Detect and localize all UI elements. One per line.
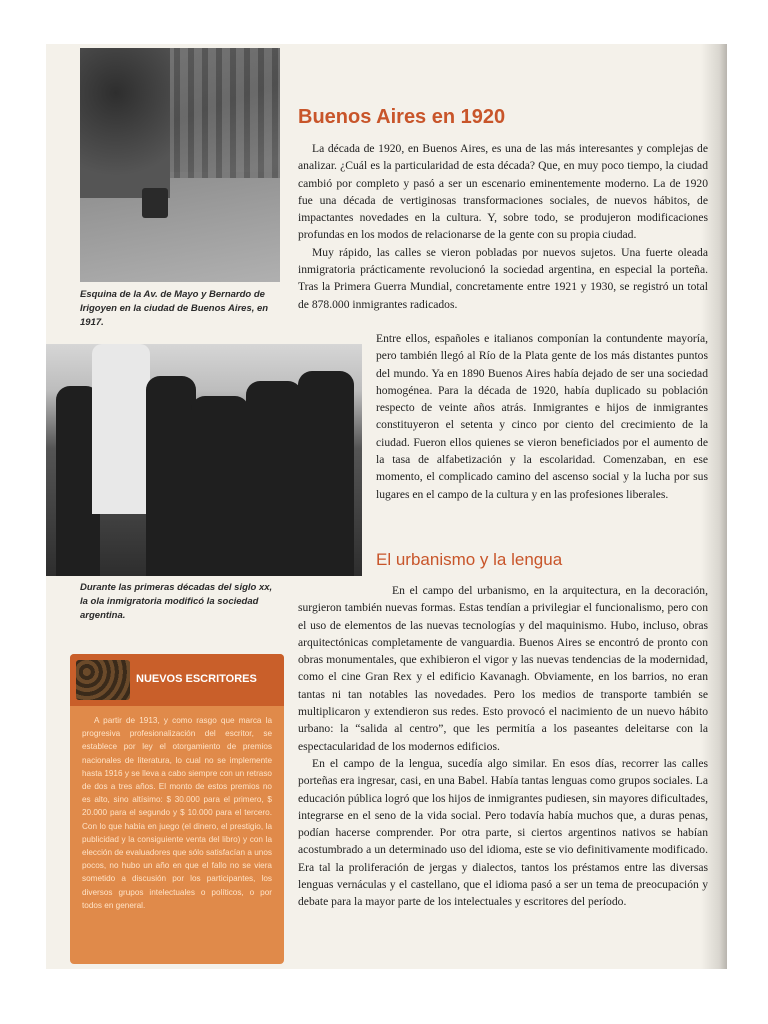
paragraph: En el campo de la lengua, sucedía algo similar. En esos días, recorrer las calles porteñas era ingresar, casi, en una Babel. Había tantas lenguas como grupos sociales. La educación pública logró que los hijos de inmigrantes pudiesen, sin mayores dificultades, integrarse en el seno de la vida social. Pero todavía había muchos que, a duras penas, podían hacerse comprender. Por otra parte, si ciertos argentinos nativos se habían acostumbrado a un determinado uso del idioma, este se vio definitivamente modificado. Era tal la proliferación de jergas y dialectos, tantos los préstamos entre las diversas lenguas vernáculas y el castellano, que el idioma pasó a ser un tema de preocupación y debate para la mayor parte de los intelectuales y escritores del período. (298, 756, 708, 909)
paragraph: Entre ellos, españoles e italianos componían la contundente mayoría, pero también llegó al Río de la Plata gente de los más distantes puntos del mundo. Ya en 1890 Buenos Aires había dejado de ser una sociedad homogénea. Para la década de 1920, había duplicado su población respecto de veinte años atrás. Inmigrantes e hijos de inmigrantes constituyeron el setenta y cinco por ciento del crecimiento de la ciudad. Fueron ellos quienes se vieron beneficiados por el aumento de la tasa de alfabetización y la escolaridad. Comenzaban, en ese momento, el complicado camino del ascenso social y la lucha por sus lugares en el campo de la cultura y en las profesiones liberales. (376, 332, 708, 501)
sidebar-box (70, 654, 284, 964)
sidebar-title: NUEVOS ESCRITORES (136, 673, 257, 685)
sidebar-text: A partir de 1913, y como rasgo que marca la progresiva profesionalización del escritor, se establece por ley el otorgamiento de premios nacionales de literatura, lo cual no se implemente hasta 1916 y se lleva a cabo siempre con un retraso de dos a tres años. El monto de estos premios no es alto, sino altísimo: $ 30.000 para el primero, $ 20.000 para el segundo y $ 10.000 para el tercero. Con lo que había en juego (el dinero, el prestigio, la publicidad y la consiguiente venta del libro) y con la elección de evaluadores que sólo satisfacían a unos pocos, no hubo un año en que el fallo no se viera sometido a discusión por los participantes, los diversos grupos intelectuales o políticos, o por todos en general. (82, 716, 272, 910)
paragraph: En el campo del urbanismo, en la arquitectura, en la decoración, surgieron también nuevas formas. Estas tendían a privilegiar el funcionalismo, pero con el uso de elementos de las nuevas tecnologías y del maquinismo. Hubo, incluso, obras arquitectónicas completamente de vanguardia. Buenos Aires se encontró de pronto con obras monumentales, que exhibieron el vigor y las nuevas tendencias de la modernidad, como el cine Gran Rex y el edificio Kavanagh. Obviamente, en los barrios, no eran tantas ni tan notables las novedades. Pero los medios de transporte también se multiplicaron y extendieron sus redes. Esto provocó el nacimiento de un nuevo hábito urbano: la “salida al centro”, que les permitía a los paseantes deleitarse con la espectacularidad de los modernos edificios. (298, 584, 708, 753)
section-heading: El urbanismo y la lengua (376, 550, 563, 569)
street-trees (80, 48, 170, 198)
paragraph: Muy rápido, las calles se vieron pobladas por nuevos sujetos. Una fuerte oleada inmigratoria prácticamente revolucionó la sociedad argentina, en especial la porteña. Tras la Primera Guerra Mundial, concretamente entre 1921 y 1930, se registró un total de 878.000 inmigrantes radicados. (298, 245, 708, 311)
street-building (160, 48, 280, 178)
coins-icon (76, 660, 130, 700)
immigrants-photo-caption: Durante las primeras décadas del siglo xx, la ola inmigratoria modificó la sociedad argentina. (80, 582, 273, 621)
immigrants-photo (46, 344, 362, 576)
street-photo-caption: Esquina de la Av. de Mayo y Bernardo de Irigoyen en la ciudad de Buenos Aires, en 1917. (80, 289, 269, 328)
section1-column-top (298, 140, 708, 313)
section1-column-bottom (376, 330, 708, 503)
section2-column (298, 582, 708, 911)
horse-cart (142, 188, 168, 218)
paragraph: La década de 1920, en Buenos Aires, es una de las más interesantes y complejas de analizar. ¿Cuál es la particularidad de esta década? Que, en muy poco tiempo, la ciudad cambió por completo y pasó a ser un escenario eminentemente moderno. La de 1920 fue una década de vertiginosas transformaciones sociales, de nuevos hábitos, de impactantes novedades en la cultura. Y, sobre todo, se produjeron modificaciones profundas en los modos de relacionarse de la gente con su propia ciudad. (298, 142, 708, 242)
book-page (46, 44, 727, 969)
street-photo (80, 48, 280, 282)
page-title: Buenos Aires en 1920 (298, 106, 506, 128)
